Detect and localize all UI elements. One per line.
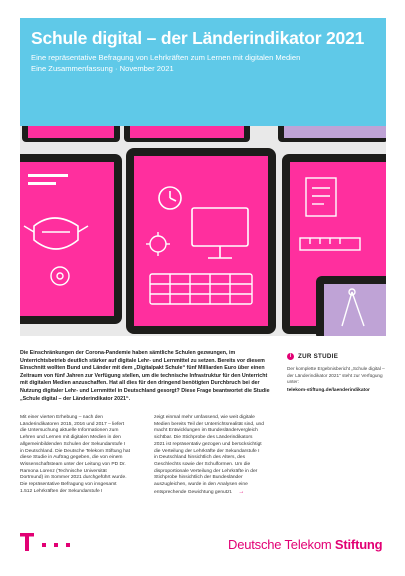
tablet-top-left: [22, 126, 120, 142]
brand-wordmark: [228, 537, 382, 552]
continue-arrow-icon[interactable]: →: [238, 488, 245, 495]
body-column-1: Mit einer vierten Erhebung – nach den Länderindikatoren 2015, 2016 und 2017 – liefert die Untersuchung aktuelle Informationen zum Lehren und Lernen mit digitalen Medien in den allgemeinbildenden Schulen der Sekundarstufe I in Deutschland. Die Deutsche Telekom Stiftung hat diese Studie in Auftrag gegeben, die von einem Wissenschaftsteam unter der Leitung von PD Dr. Ramona Lorenz (Technische Universität Dortmund) im Sommer 2021 durchgeführt wurde. Die repräsentative Befragung von insgesamt 1.512 Lehrkräften der Sekundarstufe I: [20, 415, 131, 494]
study-info-header: [287, 353, 387, 360]
telekom-t-logo: [20, 533, 80, 553]
page-title: Schule digital – der Länderindikator 2021: [31, 28, 365, 48]
subtitle-line-1: Eine repräsentative Befragung von Lehrkräften zum Lernen mit digitalen Medien: [31, 53, 301, 62]
study-info-box: [287, 353, 387, 393]
study-report-link[interactable]: telekom-stiftung.de/laenderindikator: [287, 387, 370, 393]
brand-bold: Stiftung: [334, 537, 383, 552]
tablet-top-right: [278, 126, 386, 142]
body-column-2: [154, 415, 264, 496]
intro-paragraph: Die Einschränkungen der Corona-Pandemie haben sämtliche Schulen gezwungen, im Unterrichtsbetrieb deutlich stärker auf digitale Lehr- und Lernmittel zu setzen. Bereits vor diesem Einschnitt wollten Bund und Länder mit dem „Digitalpakt Schule“ fünf Milliarden Euro über einen Zeitraum von fünf Jahren zur Verfügung stellen, um die technische Infrastruktur für den Unterricht mit digitalen Medien anzuschaffen. Hat all dies für den dringend benötigten Durchbruch bei der Nutzung digitaler Lehr- und Lernmittel in Deutschland gesorgt? Diese Frage beantwortet die Studie „Schule digital – der Länderindikator 2021“.: [20, 350, 270, 402]
tablet-left: [20, 154, 122, 324]
tablet-bottom-right: [316, 276, 386, 336]
subtitle: [31, 52, 300, 74]
study-info-title: ZUR STUDIE: [298, 353, 339, 360]
body-column-2-text: zeigt einmal mehr umfassend, wie weit digitale Medien bereits Teil der Unterrichtsrealität sind, und macht Entwicklungen im Bundesländervergleich sichtbar. Die Stichprobe des Länderindikators 2021 ist repräsentativ gezogen und berücksichtigt die Verteilung der Lehrkräfte der Sekundarstufe I in Deutschland hinsichtlich des Alters, des Geschlechts sowie der Schulformen. Um die disproportionale Verteilung der Lehrkräfte in der Stichprobe hinsichtlich der Bundesländer auszugleichen, wurde in den Analysen eine entsprechende Gewichtung genutzt.: [154, 415, 265, 495]
tablet-center: [126, 148, 276, 334]
study-info-text: Der komplette Ergebnisbericht „Schule digital – der Länderindikator 2021“ steht zur Verfügung unter:: [287, 366, 385, 385]
tablets-illustration: [20, 126, 386, 336]
info-icon: i: [287, 353, 294, 360]
brand-regular: Deutsche Telekom: [228, 537, 335, 552]
hero-illustration: [20, 126, 386, 336]
tablet-top-center: [124, 126, 250, 142]
title-banner: [20, 18, 386, 126]
subtitle-line-2: Eine Zusammenfassung · November 2021: [31, 64, 174, 73]
